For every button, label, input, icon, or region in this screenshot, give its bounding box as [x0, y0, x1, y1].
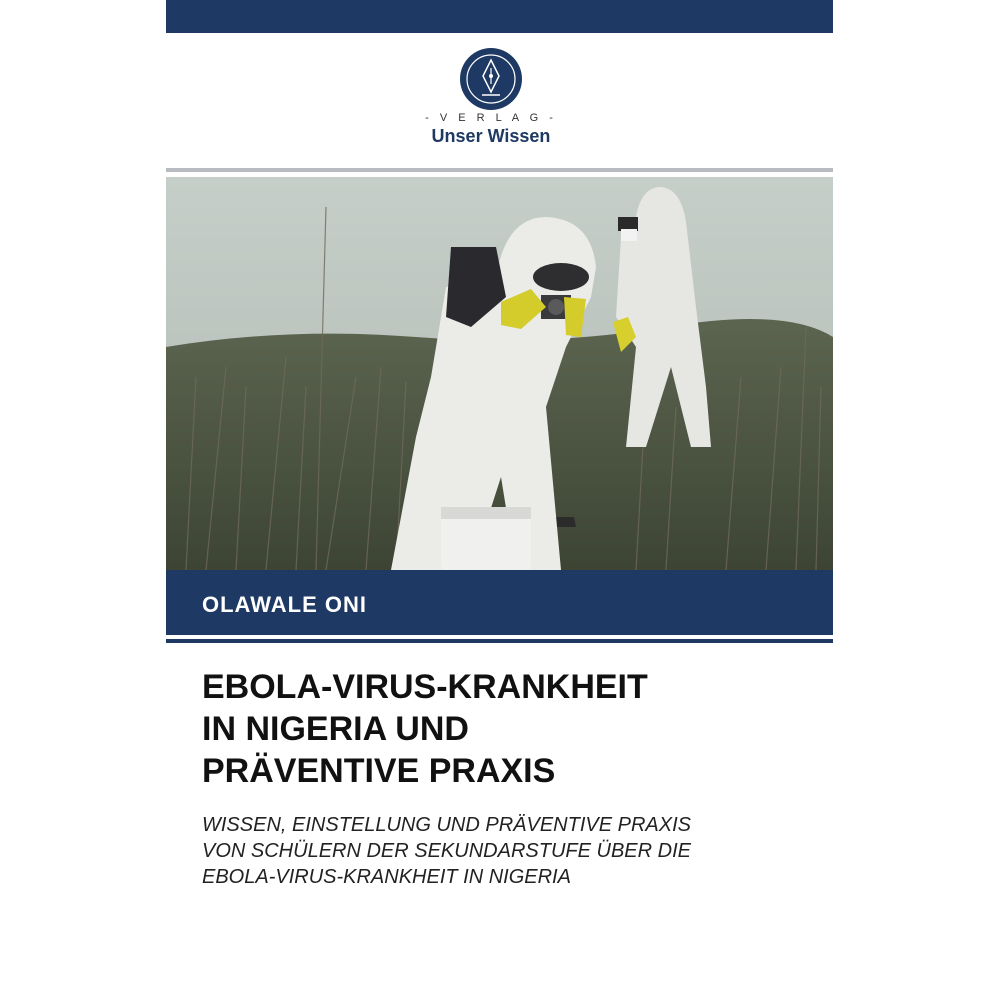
- title-line: PRÄVENTIVE PRAXIS: [202, 752, 556, 790]
- hazmat-field-photo: [166, 177, 833, 570]
- pen-nib-seal-icon: [458, 46, 524, 112]
- subtitle-line: EBOLA-VIRUS-KRANKHEIT IN NIGERIA: [202, 866, 571, 888]
- book-subtitle: [202, 812, 822, 890]
- subtitle-line: VON SCHÜLERN DER SEKUNDARSTUFE ÜBER DIE: [202, 840, 691, 862]
- cover-photo: [166, 177, 833, 570]
- title-line: EBOLA-VIRUS-KRANKHEIT: [202, 668, 648, 706]
- publisher-logo: [166, 40, 833, 160]
- subtitle-line: WISSEN, EINSTELLUNG UND PRÄVENTIVE PRAXIS: [202, 814, 691, 836]
- title-line: IN NIGERIA UND: [202, 710, 469, 748]
- divider-rule: [166, 168, 833, 172]
- verlag-label: - V E R L A G -: [425, 112, 557, 124]
- author-band: [166, 570, 833, 635]
- top-color-band: [166, 0, 833, 33]
- book-cover: [166, 0, 833, 1000]
- author-name: OLAWALE ONI: [202, 592, 367, 617]
- author-underline-rule: [166, 639, 833, 643]
- book-title: [202, 666, 822, 792]
- publisher-name: Unser Wissen: [431, 126, 551, 146]
